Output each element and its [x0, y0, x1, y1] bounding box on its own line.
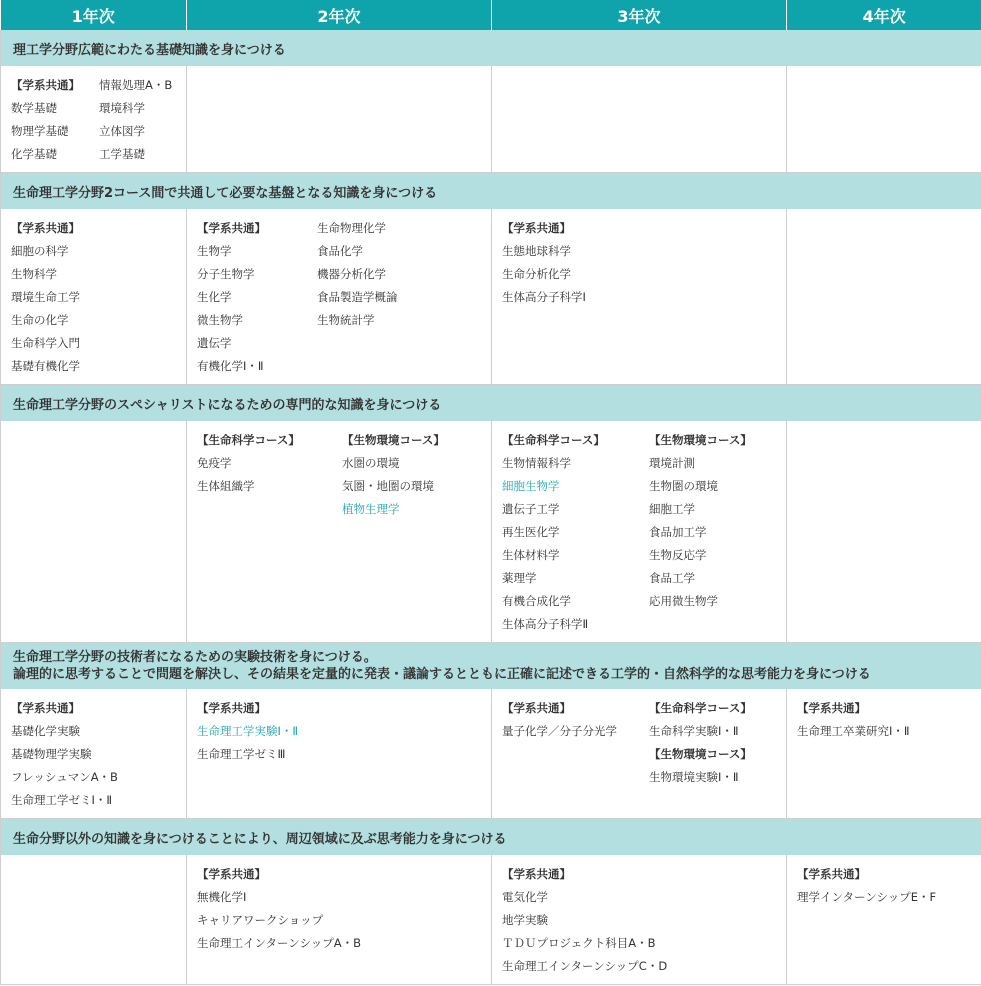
objective-title	[1, 819, 981, 856]
course-column	[502, 697, 649, 789]
course-cell-year-3	[492, 855, 787, 985]
objective-title-line: 論理的に思考することで問題を解決し、その結果を定量的に発表・議論するとともに正確に記述できる工学的・自然科学的な思考能力を身につける	[13, 667, 871, 682]
course-row	[1, 66, 981, 173]
course-column	[502, 217, 586, 309]
course-group-label: 【学系共通】	[11, 78, 80, 92]
course-cell-year-2	[187, 66, 492, 173]
course-cell-year-4	[787, 421, 981, 643]
course-item: 生命理工学ゼミⅠ・Ⅱ	[11, 793, 113, 807]
course-cell-year-4	[787, 209, 981, 385]
course-item: 細胞工学	[649, 502, 695, 516]
course-cell-year-2	[187, 209, 492, 385]
course-column	[11, 697, 118, 812]
course-item: 遺伝学	[197, 336, 232, 350]
course-group-label: 【学系共通】	[502, 701, 571, 715]
course-item: 生命分析化学	[502, 267, 571, 281]
course-columns	[502, 863, 778, 978]
course-column	[197, 217, 317, 378]
course-column	[649, 697, 752, 789]
course-group-label: 【学系共通】	[502, 867, 571, 881]
course-item: 有機化学Ⅰ・Ⅱ	[197, 359, 264, 373]
course-column	[11, 217, 80, 378]
objective-row	[1, 173, 981, 210]
objective-title-line: 生命理工学分野の技術者になるための実験技術を身につける。	[13, 650, 377, 665]
course-item: 再生医化学	[502, 525, 560, 539]
course-item: 細胞の科学	[11, 244, 69, 258]
objective-row	[1, 30, 981, 66]
course-item: 生体組織学	[197, 479, 255, 493]
course-item: 生体材料学	[502, 548, 560, 562]
course-item: 生命理工インターンシップA・B	[197, 936, 362, 950]
course-cell-year-1	[1, 689, 187, 819]
course-row	[1, 689, 981, 819]
course-item: 化学基礎	[11, 147, 57, 161]
course-column	[197, 429, 342, 521]
objective-title-line: 生命理工学分野のスペシャリストになるための専門的な知識を身につける	[13, 397, 442, 413]
course-item: ＴＤＵプロジェクト科目A・B	[502, 936, 656, 950]
course-item: 地学実験	[502, 913, 548, 927]
course-group-label: 【生物環境コース】	[649, 747, 752, 761]
course-item: 生物情報科学	[502, 456, 571, 470]
course-cell-year-4	[787, 66, 981, 173]
course-item: 情報処理A・B	[99, 78, 173, 92]
course-group-label: 【学系共通】	[11, 221, 80, 235]
course-item: 環境生命工学	[11, 290, 80, 304]
year-header-2: 2年次	[187, 0, 492, 30]
course-group-label: 【学系共通】	[197, 221, 266, 235]
course-cell-year-1	[1, 209, 187, 385]
year-header-3: 3年次	[492, 0, 787, 30]
course-cell-year-2	[187, 855, 492, 985]
course-item: 生体高分子科学Ⅱ	[502, 617, 589, 631]
course-item: 工学基礎	[99, 147, 145, 161]
objective-title-line: 生命理工学分野2コース間で共通して必要な基盤となる知識を身につける	[13, 185, 438, 201]
course-columns	[197, 217, 483, 378]
course-item: 環境科学	[99, 101, 145, 115]
course-item: 環境計測	[649, 456, 695, 470]
course-columns	[11, 74, 178, 166]
course-columns	[197, 863, 483, 955]
course-columns	[197, 429, 483, 521]
course-item: 微生物学	[197, 313, 243, 327]
course-item: 生化学	[197, 290, 232, 304]
course-item: 電気化学	[502, 890, 548, 904]
course-item: 有機合成化学	[502, 594, 571, 608]
course-item: 機器分析化学	[317, 267, 386, 281]
course-item: 生物反応学	[649, 548, 707, 562]
course-item: 基礎有機化学	[11, 359, 80, 373]
objective-title-line: 理工学分野広範にわたる基礎知識を身につける	[13, 42, 286, 58]
course-item: 薬理学	[502, 571, 537, 585]
objective-row	[1, 385, 981, 422]
course-item: 生物環境実験Ⅰ・Ⅱ	[649, 770, 739, 784]
course-group-label: 【生物環境コース】	[342, 433, 445, 447]
course-cell-year-1	[1, 855, 187, 985]
course-columns	[502, 217, 778, 309]
course-item: 生物学	[197, 244, 232, 258]
course-group-label: 【学系共通】	[797, 701, 866, 715]
course-row	[1, 421, 981, 643]
course-row	[1, 209, 981, 385]
course-item: 物理学基礎	[11, 124, 69, 138]
course-item: 生命理工学ゼミⅢ	[197, 747, 286, 761]
course-item: 無機化学Ⅰ	[197, 890, 247, 904]
objective-row	[1, 819, 981, 856]
course-cell-year-3	[492, 421, 787, 643]
course-group-label: 【学系共通】	[502, 221, 571, 235]
year-header-row	[1, 0, 981, 30]
course-item: 生命理工インターンシップC・D	[502, 959, 668, 973]
course-item: 生命理工学実験Ⅰ・Ⅱ	[197, 724, 299, 738]
course-column	[197, 697, 298, 766]
course-item: 生命の化学	[11, 313, 69, 327]
course-cell-year-4	[787, 689, 981, 819]
course-group-label: 【生命科学コース】	[649, 701, 752, 715]
course-item: 生命物理化学	[317, 221, 386, 235]
course-cell-year-2	[187, 421, 492, 643]
course-item: 水圏の環境	[342, 456, 400, 470]
course-columns	[11, 697, 178, 812]
objective-title	[1, 643, 981, 690]
course-item: 量子化学／分子分光学	[502, 724, 617, 738]
course-columns	[502, 429, 778, 636]
course-columns	[502, 697, 778, 789]
year-header-4: 4年次	[787, 0, 981, 30]
course-column	[502, 429, 649, 636]
course-column	[342, 429, 445, 521]
course-column	[99, 74, 172, 166]
course-item: 生物統計学	[317, 313, 375, 327]
course-cell-year-4	[787, 855, 981, 985]
course-cell-year-3	[492, 209, 787, 385]
course-item: 遺伝子工学	[502, 502, 560, 516]
course-item: 細胞生物学	[502, 479, 560, 493]
course-group-label: 【学系共通】	[197, 701, 266, 715]
course-item: 植物生理学	[342, 502, 400, 516]
course-cell-year-1	[1, 421, 187, 643]
objective-row	[1, 643, 981, 690]
course-columns	[797, 863, 973, 909]
course-columns	[197, 697, 483, 766]
objective-title-line: 生命分野以外の知識を身につけることにより、周辺領域に及ぶ思考能力を身につける	[13, 831, 507, 847]
course-group-label: 【生命科学コース】	[502, 433, 605, 447]
course-item: 生物圏の環境	[649, 479, 718, 493]
course-cell-year-3	[492, 66, 787, 173]
course-item: 免疫学	[197, 456, 232, 470]
course-column	[649, 429, 752, 636]
course-column	[317, 217, 398, 378]
course-column	[797, 863, 936, 909]
course-column	[11, 74, 99, 166]
course-column	[502, 863, 667, 978]
course-item: 食品化学	[317, 244, 363, 258]
course-item: 生命理工卒業研究Ⅰ・Ⅱ	[797, 724, 910, 738]
course-item: 気圏・地圏の環境	[342, 479, 434, 493]
course-columns	[797, 697, 973, 743]
course-item: 食品加工学	[649, 525, 707, 539]
year-header-1: 1年次	[1, 0, 187, 30]
course-item: 基礎物理学実験	[11, 747, 92, 761]
course-row	[1, 855, 981, 985]
course-item: 立体図学	[99, 124, 145, 138]
course-item: 食品製造学概論	[317, 290, 398, 304]
objective-title	[1, 173, 981, 210]
course-group-label: 【生物環境コース】	[649, 433, 752, 447]
course-cell-year-3	[492, 689, 787, 819]
course-item: 生態地球科学	[502, 244, 571, 258]
course-group-label: 【学系共通】	[197, 867, 266, 881]
course-item: 基礎化学実験	[11, 724, 80, 738]
course-item: 生命科学入門	[11, 336, 80, 350]
course-cell-year-1	[1, 66, 187, 173]
course-group-label: 【生命科学コース】	[197, 433, 300, 447]
course-group-label: 【学系共通】	[797, 867, 866, 881]
course-cell-year-2	[187, 689, 492, 819]
course-column	[797, 697, 910, 743]
course-item: 応用微生物学	[649, 594, 718, 608]
course-item: キャリアワークショップ	[197, 913, 324, 927]
objective-title	[1, 30, 981, 66]
course-item: 生体高分子科学Ⅰ	[502, 290, 586, 304]
course-item: 数学基礎	[11, 101, 57, 115]
objective-title	[1, 385, 981, 422]
course-column	[197, 863, 361, 955]
course-item: 分子生物学	[197, 267, 255, 281]
course-group-label: 【学系共通】	[11, 701, 80, 715]
curriculum-body	[1, 30, 981, 985]
course-item: 食品工学	[649, 571, 695, 585]
course-item: 生命科学実験Ⅰ・Ⅱ	[649, 724, 739, 738]
course-item: 生物科学	[11, 267, 57, 281]
course-columns	[11, 217, 178, 378]
course-item: 理学インターンシップE・F	[797, 890, 937, 904]
course-item: フレッシュマンA・B	[11, 770, 118, 784]
